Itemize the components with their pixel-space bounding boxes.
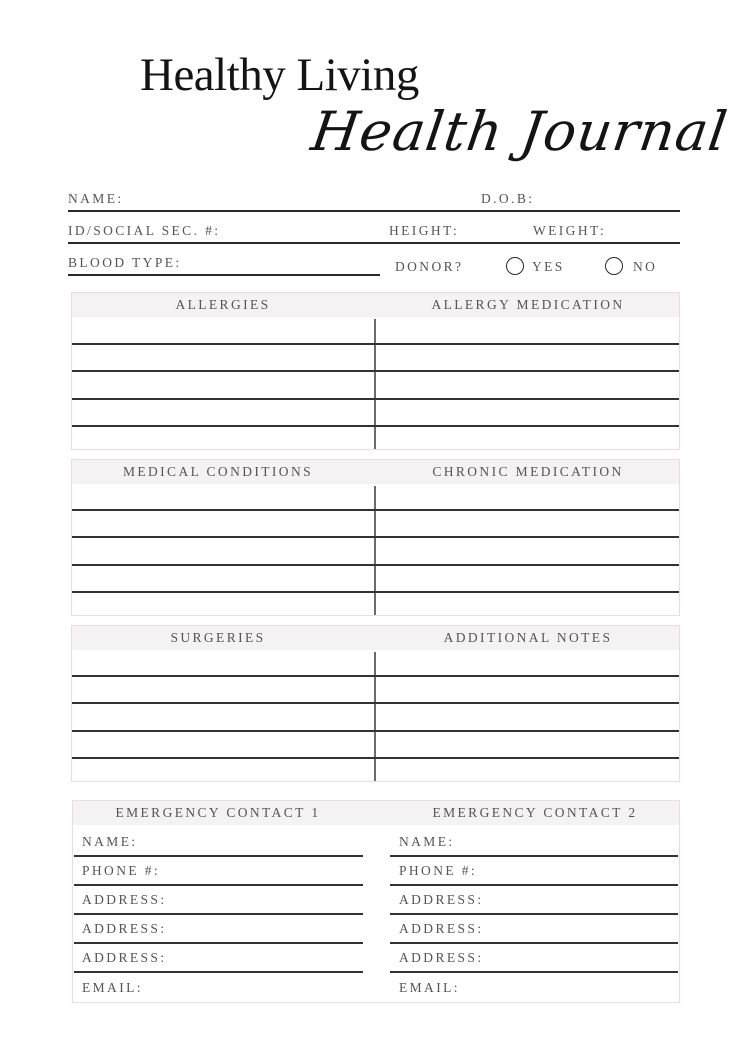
writing-line[interactable] [72,509,679,511]
donor-yes-label: YES [532,259,565,274]
page-subtitle: Health Journal [307,100,732,163]
donor-label: DONOR? [395,259,464,274]
page-title: Healthy Living [140,49,419,101]
medical-conditions-section [71,459,680,616]
contact2-phone-label: PHONE #: [399,863,478,878]
contact1-name-line[interactable] [74,855,363,857]
writing-line[interactable] [72,425,679,427]
writing-line[interactable] [72,702,679,704]
writing-line[interactable] [72,370,679,372]
writing-line[interactable] [72,343,679,345]
contact2-address-line-3[interactable] [390,971,678,973]
contact1-email-label: EMAIL: [82,980,143,995]
writing-line[interactable] [72,730,679,732]
contact1-name-label: NAME: [82,834,138,849]
surgeries-section [71,625,680,782]
contact1-address-line-2[interactable] [74,942,363,944]
writing-line[interactable] [72,536,679,538]
contact1-address-label-3: ADDRESS: [82,950,167,965]
surgeries-title: SURGERIES [170,630,266,645]
name-label: NAME: [68,191,124,206]
column-divider [374,486,376,615]
blood-type-label: BLOOD TYPE: [68,255,182,270]
contact1-phone-line[interactable] [74,884,363,886]
contact1-address-label-2: ADDRESS: [82,921,167,936]
contact2-name-line[interactable] [390,855,678,857]
contact1-address-line-1[interactable] [74,913,363,915]
donor-yes-radio[interactable] [506,257,524,275]
emergency-contact-2-title: EMERGENCY CONTACT 2 [432,805,638,820]
height-label: HEIGHT: [389,223,460,238]
emergency-contacts-section [72,800,680,1003]
medical-conditions-title: MEDICAL CONDITIONS [122,464,314,479]
contact1-phone-label: PHONE #: [82,863,161,878]
writing-line[interactable] [72,591,679,593]
contact1-address-label-1: ADDRESS: [82,892,167,907]
contact1-address-line-3[interactable] [74,971,363,973]
id-social-label: ID/SOCIAL SEC. #: [68,223,221,238]
allergy-medication-title: ALLERGY MEDICATION [431,297,625,312]
contact2-address-line-1[interactable] [390,913,678,915]
writing-line[interactable] [72,564,679,566]
donor-no-radio[interactable] [605,257,623,275]
name-dob-field-line[interactable] [68,210,680,212]
writing-line[interactable] [72,398,679,400]
contact2-address-label-1: ADDRESS: [399,892,484,907]
contact2-address-label-2: ADDRESS: [399,921,484,936]
id-height-weight-field-line[interactable] [68,242,680,244]
allergies-title: ALLERGIES [175,297,271,312]
additional-notes-title: ADDITIONAL NOTES [443,630,613,645]
contact2-address-line-2[interactable] [390,942,678,944]
column-divider [374,652,376,781]
weight-label: WEIGHT: [533,223,607,238]
contact2-email-label: EMAIL: [399,980,460,995]
contact2-name-label: NAME: [399,834,455,849]
column-divider [374,319,376,449]
donor-no-label: NO [633,259,658,274]
blood-type-field-line[interactable] [68,274,380,276]
writing-line[interactable] [72,675,679,677]
allergies-section [71,292,680,450]
contact2-address-label-3: ADDRESS: [399,950,484,965]
chronic-medication-title: CHRONIC MEDICATION [432,464,624,479]
dob-label: D.O.B: [481,191,535,206]
emergency-contact-1-title: EMERGENCY CONTACT 1 [115,805,321,820]
writing-line[interactable] [72,757,679,759]
contact2-phone-line[interactable] [390,884,678,886]
